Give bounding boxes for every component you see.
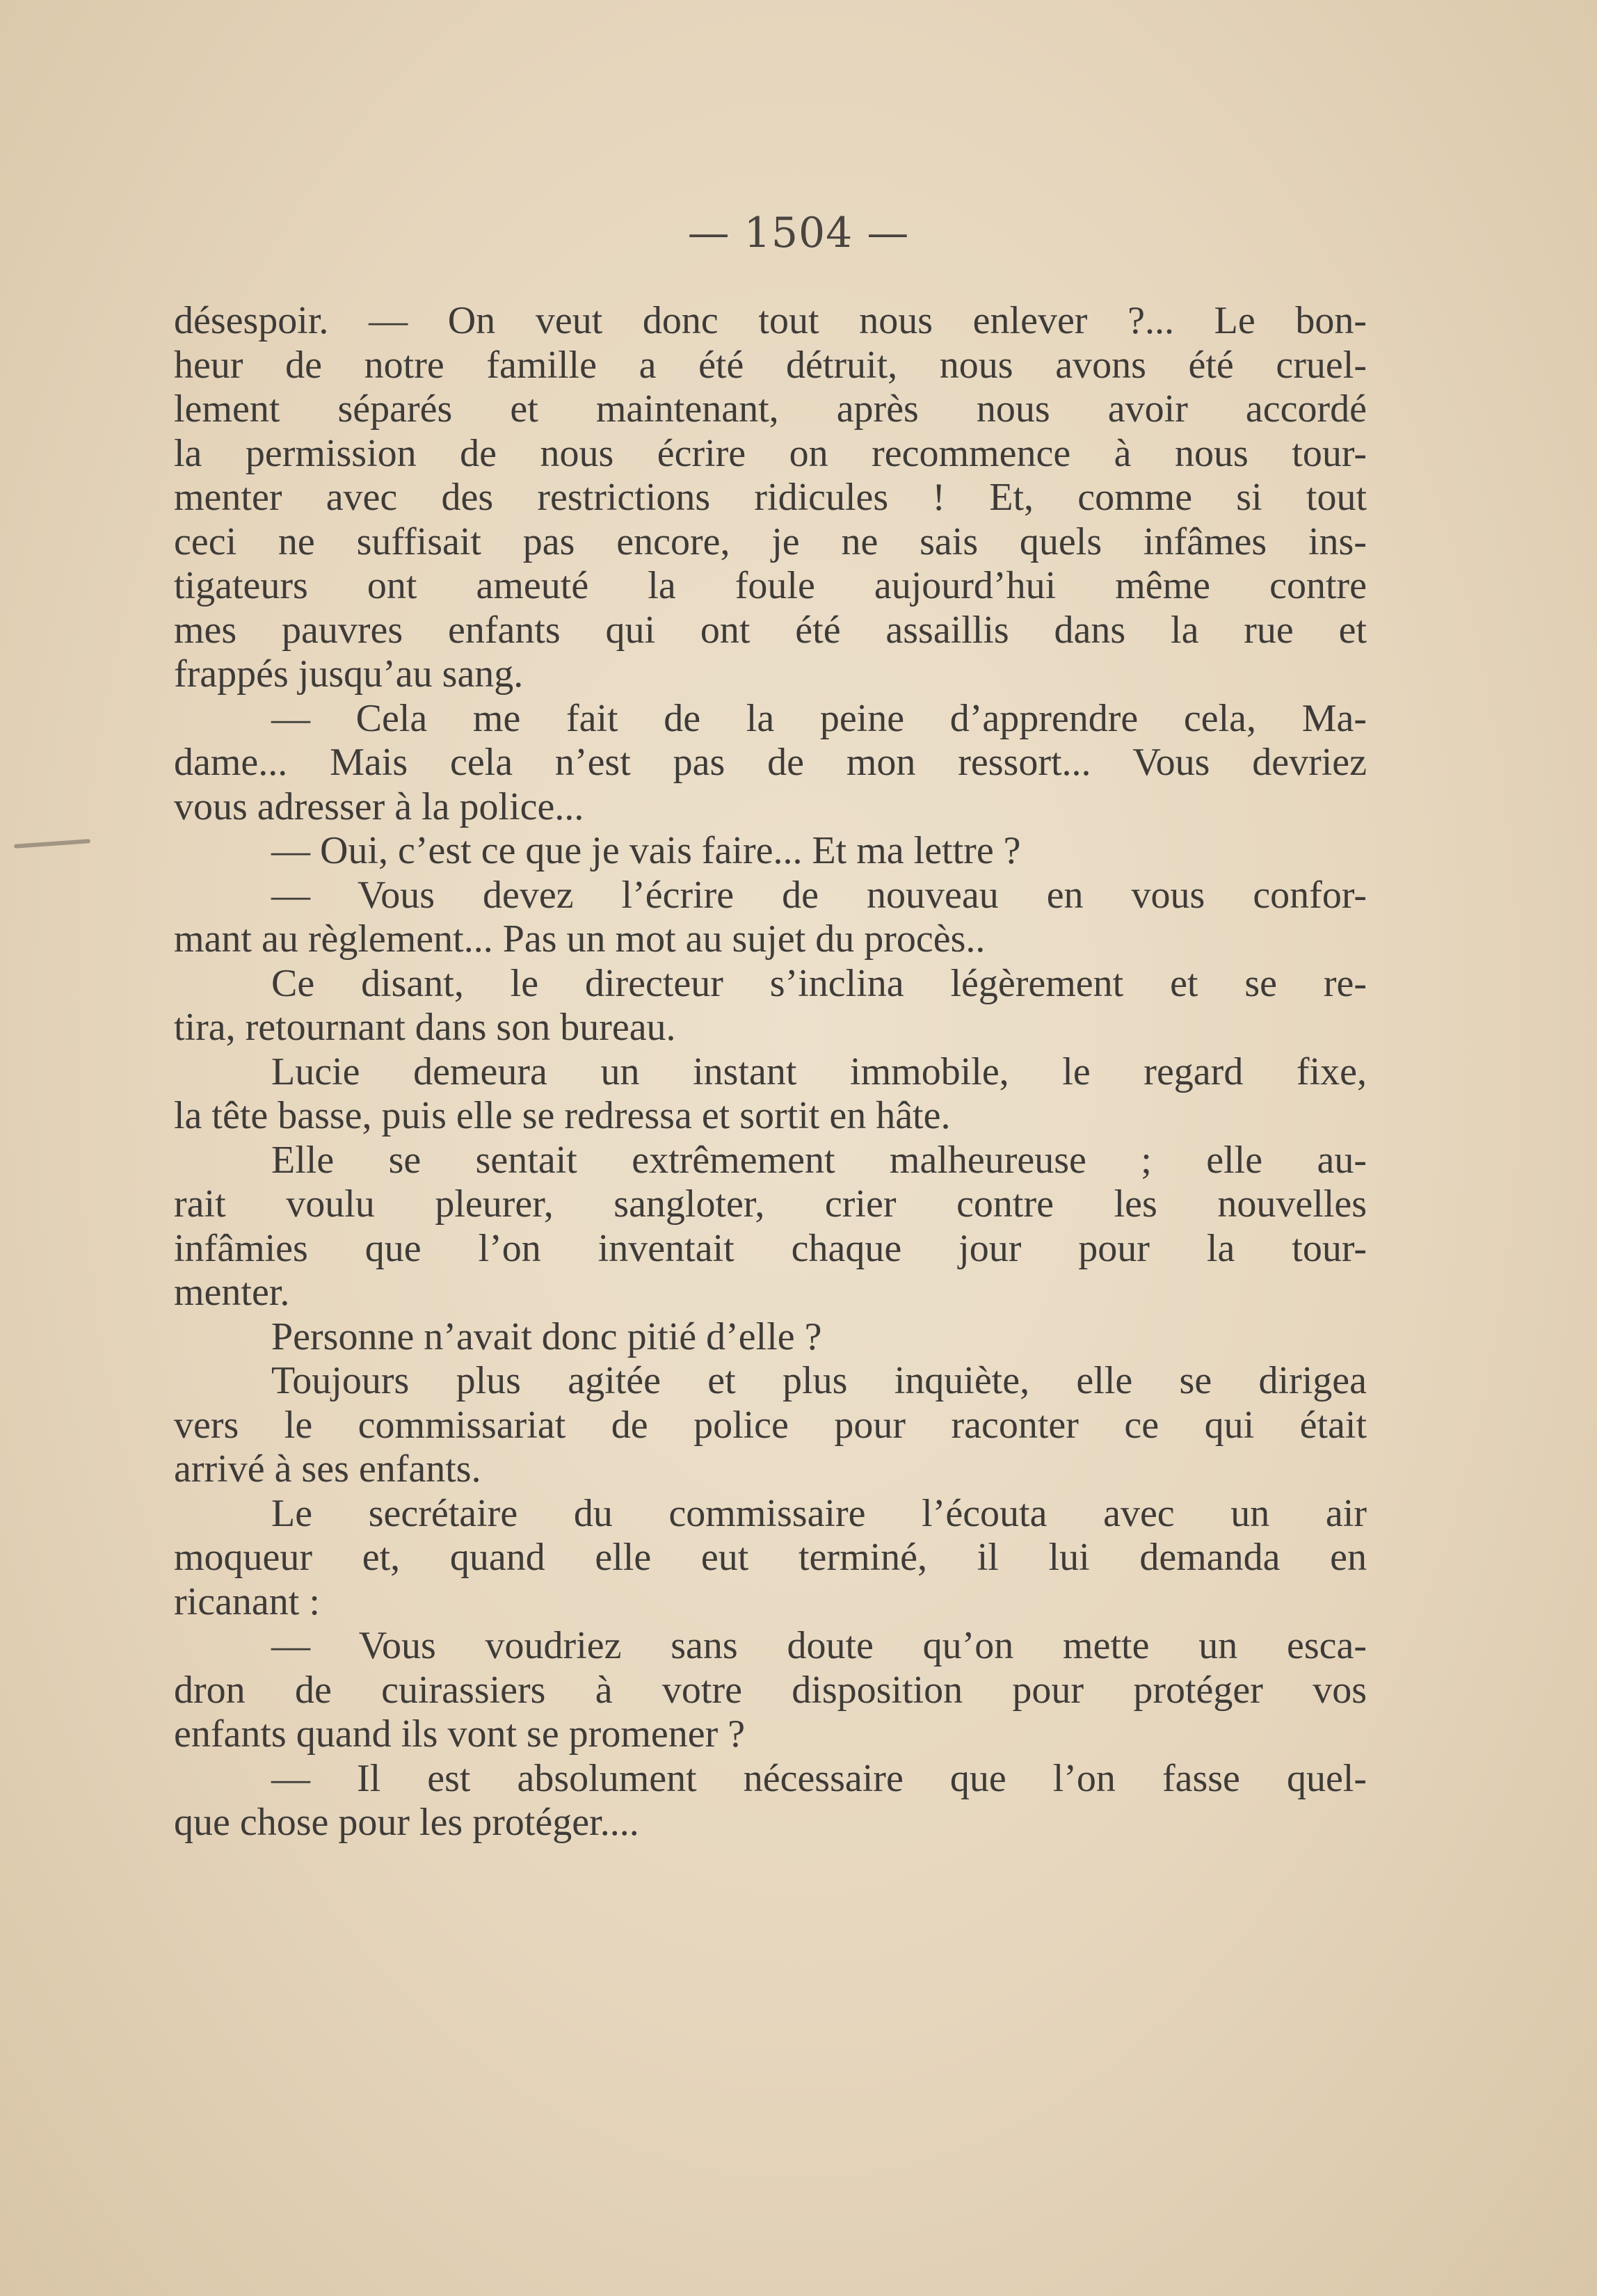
text-line: vous adresser à la police... [174,785,584,828]
margin-mark [14,839,90,849]
text-line: la permission de nous écrire on recommence à nous tour- [174,431,1367,475]
text-line: Ce disant, le directeur s’inclina légèrement et se re- [271,961,1367,1005]
text-line: Le secrétaire du commissaire l’écouta avec un air [271,1491,1367,1535]
text-line: que chose pour les protéger.... [174,1801,639,1844]
text-line: arrivé à ses enfants. [174,1447,481,1491]
text-line: rait voulu pleurer, sangloter, crier contre les nouvelles [174,1182,1367,1226]
text-line: — Vous voudriez sans doute qu’on mette un esca- [271,1624,1367,1667]
text-line: ricanant : [174,1580,320,1623]
text-line: infâmies que l’on inventait chaque jour pour la tour- [174,1226,1367,1270]
text-line: moqueur et, quand elle eut terminé, il lui demanda en [174,1536,1367,1579]
text-line: heur de notre famille a été détruit, nous avons été cruel- [174,343,1367,387]
text-line: frappés jusqu’au sang. [174,652,524,696]
text-line: dron de cuirassiers à votre disposition pour protéger vos [174,1668,1367,1712]
text-line: dame... Mais cela n’est pas de mon ressort... Vous devriez [174,741,1367,784]
body-text [174,299,1367,1845]
text-line: tira, retournant dans son bureau. [174,1006,676,1049]
page-number: — 1504 — [687,209,910,257]
text-line: enfants quand ils vont se promener ? [174,1712,746,1756]
text-line: la tête basse, puis elle se redressa et sortit en hâte. [174,1094,951,1137]
text-line: ceci ne suffisait pas encore, je ne sais quels infâmes ins- [174,520,1367,563]
text-line: désespoir. — On veut donc tout nous enlever ?... Le bon- [174,299,1367,342]
text-line: Elle se sentait extrêmement malheureuse ; elle au- [271,1138,1367,1182]
text-line: Personne n’avait donc pitié d’elle ? [271,1315,822,1358]
text-line: — Il est absolument nécessaire que l’on fasse quel- [271,1756,1367,1800]
text-line: Lucie demeura un instant immobile, le regard fixe, [271,1050,1367,1093]
text-line: menter avec des restrictions ridicules ! Et, comme si tout [174,476,1367,519]
text-line: lement séparés et maintenant, après nous avoir accordé [174,387,1367,431]
text-line: mant au règlement... Pas un mot au sujet du procès.. [174,917,986,961]
text-line: — Vous devez l’écrire de nouveau en vous confor- [271,873,1367,917]
text-line: vers le commissariat de police pour raconter ce qui était [174,1403,1367,1447]
text-line: — Cela me fait de la peine d’apprendre cela, Ma- [271,696,1367,740]
text-line: mes pauvres enfants qui ont été assaillis dans la rue et [174,608,1367,652]
text-line: Toujours plus agitée et plus inquiète, elle se dirigea [271,1359,1367,1402]
text-line: tigateurs ont ameuté la foule aujourd’hui même contre [174,564,1367,607]
text-line: menter. [174,1271,290,1314]
text-line: — Oui, c’est ce que je vais faire... Et ma lettre ? [271,829,1021,872]
